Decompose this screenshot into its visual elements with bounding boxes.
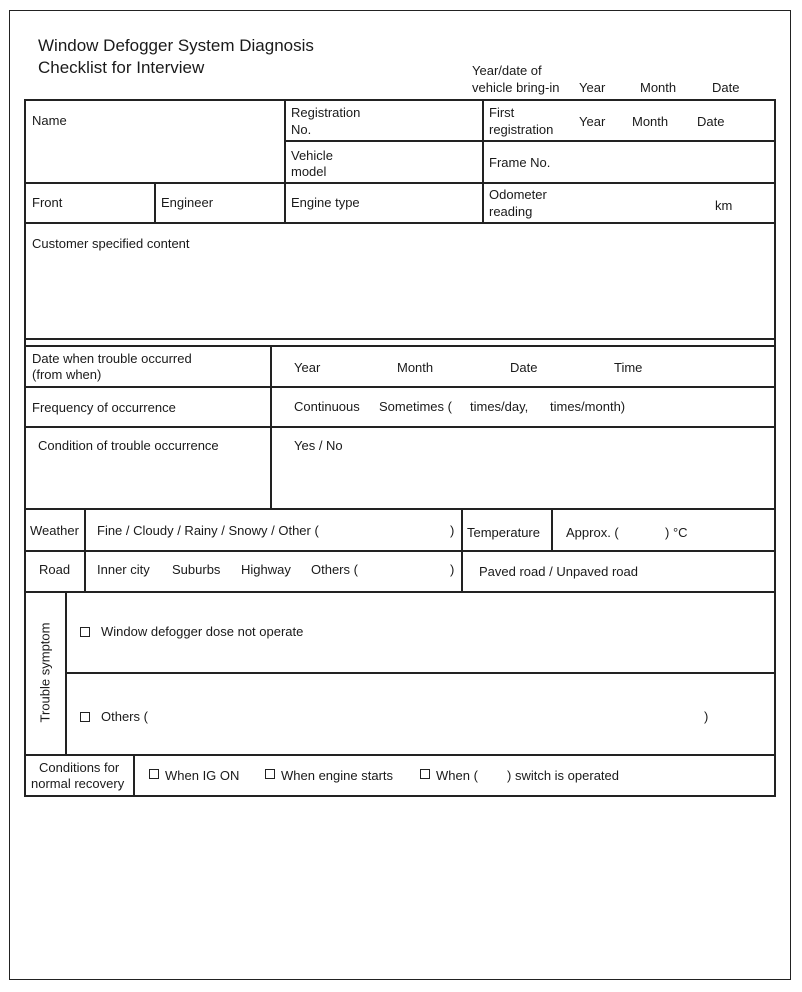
bring-in-date: Date (712, 80, 740, 95)
divider (84, 508, 86, 592)
trouble-symptom-label: Trouble symptom (37, 622, 53, 723)
divider (24, 182, 776, 184)
road-surface: Paved road / Unpaved road (479, 564, 638, 579)
divider (133, 754, 135, 796)
symptom-2-label: Others ( (101, 709, 148, 724)
road-others: Others ( (311, 562, 358, 577)
divider (551, 508, 553, 551)
divider (24, 550, 776, 552)
bring-in-year: Year (579, 80, 606, 95)
road-suburbs: Suburbs (172, 562, 221, 577)
engine-type-label: Engine type (291, 195, 360, 210)
divider (65, 672, 776, 674)
weather-label: Weather (30, 523, 79, 538)
condition-label: Condition of trouble occurrence (38, 438, 219, 453)
odometer-label-1: Odometer (489, 187, 547, 202)
engineer-label: Engineer (161, 195, 214, 210)
recovery-switch-checkbox[interactable] (420, 769, 430, 779)
divider (24, 338, 776, 340)
trouble-date-label-1: Date when trouble occurred (32, 351, 192, 366)
divider (461, 508, 463, 592)
trouble-date-label-2: (from when) (32, 367, 102, 382)
bring-in-month: Month (640, 80, 677, 95)
frequency-sometimes: Sometimes ( (379, 399, 452, 414)
condition-yes-no: Yes / No (294, 438, 343, 453)
weather-options: Fine / Cloudy / Rainy / Snowy / Other ( (97, 523, 319, 538)
vehicle-model-label-1: Vehicle (291, 148, 333, 163)
divider (65, 591, 67, 755)
first-reg-date: Date (697, 114, 725, 129)
divider (24, 795, 776, 797)
recovery-switch-label-b: ) switch is operated (507, 768, 619, 783)
road-highway: Highway (241, 562, 291, 577)
divider (24, 222, 776, 224)
divider (154, 182, 156, 223)
form-title (38, 35, 314, 79)
registration-label-2: No. (291, 122, 312, 137)
divider (24, 754, 776, 756)
frame-no-label: Frame No. (489, 155, 551, 170)
trouble-year: Year (294, 360, 321, 375)
divider (24, 99, 776, 101)
frequency-label: Frequency of occurrence (32, 400, 176, 415)
divider (284, 99, 286, 223)
table-right-border (774, 99, 776, 797)
front-label: Front (32, 195, 63, 210)
temperature-unit: ) °C (665, 525, 688, 540)
page-frame (9, 10, 791, 980)
name-label: Name (32, 113, 67, 128)
divider (24, 426, 776, 428)
first-registration-label-2: registration (489, 122, 554, 137)
recovery-engine-start-label: When engine starts (281, 768, 394, 783)
symptom-2-close-paren: ) (704, 709, 709, 724)
customer-content-label: Customer specified content (32, 236, 190, 251)
km-unit: km (715, 198, 733, 213)
table-left-border (24, 99, 26, 797)
vehicle-model-label-2: model (291, 164, 327, 179)
odometer-label-2: reading (489, 204, 533, 219)
recovery-switch-label-a: When ( (436, 768, 478, 783)
first-reg-month: Month (632, 114, 669, 129)
registration-label-1: Registration (291, 105, 361, 120)
symptom-1-checkbox[interactable] (80, 627, 90, 637)
temperature-approx: Approx. ( (566, 525, 619, 540)
divider (24, 345, 776, 347)
first-reg-year: Year (579, 114, 606, 129)
frequency-times-day: times/day, (470, 399, 529, 414)
weather-close-paren: ) (450, 523, 455, 538)
symptom-2-checkbox[interactable] (80, 712, 90, 722)
road-close-paren: ) (450, 562, 455, 577)
divider (24, 508, 776, 510)
divider (24, 591, 776, 593)
form-title-line2: Checklist for Interview (38, 58, 205, 77)
frequency-times-month: times/month) (550, 399, 626, 414)
recovery-label-1: Conditions for (39, 760, 120, 775)
recovery-ig-on-label: When IG ON (165, 768, 240, 783)
frequency-continuous: Continuous (294, 399, 360, 414)
road-label: Road (39, 562, 71, 577)
temperature-label: Temperature (467, 525, 540, 540)
trouble-time: Time (614, 360, 643, 375)
symptom-1-label: Window defogger dose not operate (101, 624, 304, 639)
divider (482, 99, 484, 223)
form-title-line1: Window Defogger System Diagnosis (38, 36, 314, 55)
bring-in-label-1: Year/date of (472, 63, 542, 78)
recovery-label-2: normal recovery (31, 776, 125, 791)
trouble-date: Date (510, 360, 538, 375)
first-registration-label-1: First (489, 105, 515, 120)
recovery-ig-on-checkbox[interactable] (149, 769, 159, 779)
road-inner-city: Inner city (97, 562, 150, 577)
divider (270, 345, 272, 509)
divider (24, 386, 776, 388)
divider (284, 140, 776, 142)
recovery-engine-start-checkbox[interactable] (265, 769, 275, 779)
bring-in-label-2: vehicle bring-in (472, 80, 560, 95)
trouble-month: Month (397, 360, 434, 375)
